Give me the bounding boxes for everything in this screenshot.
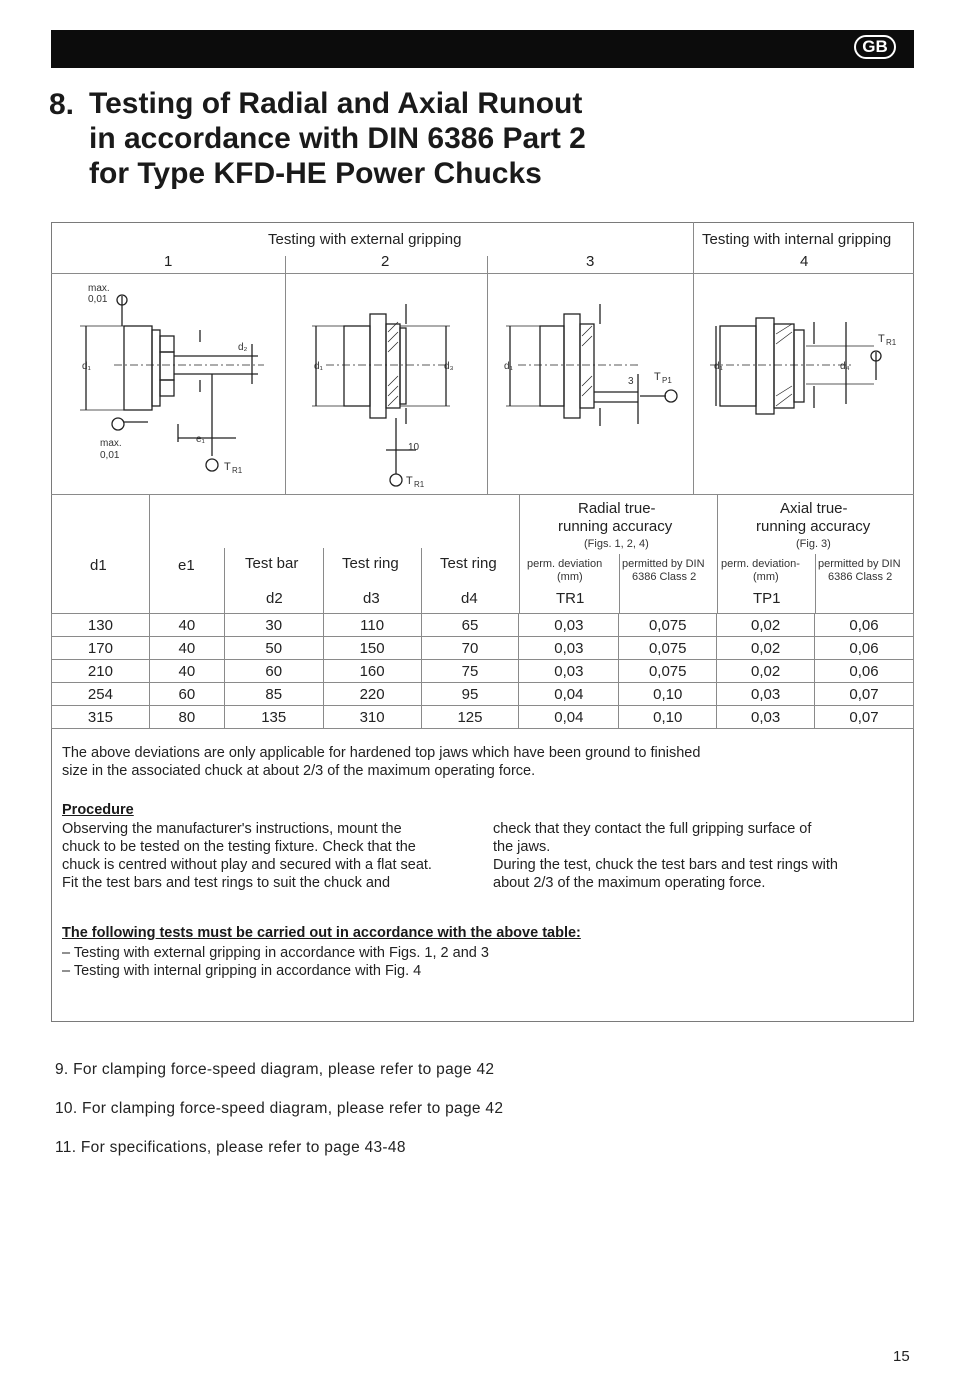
figure-1-diagram [52, 274, 285, 494]
table-cell: 0,03 [519, 660, 619, 683]
tests-list [62, 944, 489, 980]
table-cell: 0,02 [717, 637, 815, 660]
tests-item: – Testing with internal gripping in accordance with Fig. 4 [62, 963, 422, 979]
dimension-label: 3 [628, 376, 634, 387]
divider [51, 494, 914, 495]
figure-number: 1 [164, 253, 173, 270]
table-cell: 95 [421, 683, 519, 706]
procedure-line: chuck to be tested on the testing fixture. Check that the [62, 839, 416, 855]
table-cell: 315 [52, 706, 150, 729]
permitted-header: permitted by DIN [818, 558, 901, 570]
col-header-test-bar: Test bar [245, 555, 299, 572]
note-line: size in the associated chuck at about 2/3 of the maximum operating force. [62, 763, 536, 779]
perm-deviation-header: perm. deviation- [721, 558, 800, 570]
title-line: in accordance with DIN 6386 Part 2 [89, 122, 586, 155]
col-header-test-ring: Test ring [342, 555, 399, 572]
permitted-class: 6386 Class 2 [632, 571, 697, 583]
procedure-left-column [62, 820, 432, 892]
section-title [89, 86, 586, 191]
table-cell: 40 [149, 660, 224, 683]
table-row [52, 660, 914, 683]
d4-label: d₄ [840, 361, 850, 372]
divider [717, 494, 718, 614]
procedure-line: During the test, chuck the test bars and test rings with [493, 857, 838, 873]
internal-gripping-label: Testing with internal gripping [702, 231, 892, 248]
permitted-class: 6386 Class 2 [828, 571, 893, 583]
divider [323, 548, 324, 614]
tp1-subscript: P1 [662, 376, 672, 385]
max-value: 0,01 [88, 294, 108, 305]
table-cell: 310 [323, 706, 421, 729]
table-cell: 30 [224, 614, 323, 637]
max-label: max. [88, 283, 110, 294]
table-cell: 0,03 [717, 706, 815, 729]
dimension-label: 10 [408, 442, 420, 453]
table-cell: 210 [52, 660, 150, 683]
figure-4-diagram [694, 274, 913, 494]
col-header-d3: d3 [363, 590, 380, 607]
language-badge: GB [854, 35, 896, 59]
divider [815, 554, 816, 614]
col-header-test-ring: Test ring [440, 555, 497, 572]
table-cell: 85 [224, 683, 323, 706]
procedure-line: the jaws. [493, 839, 551, 855]
divider [519, 494, 520, 614]
table-cell: 0,03 [717, 683, 815, 706]
table-cell: 0,06 [815, 637, 914, 660]
table-cell: 135 [224, 706, 323, 729]
table-cell: 0,04 [519, 706, 619, 729]
e1-label: e₁ [196, 434, 205, 445]
axial-header: running accuracy [756, 518, 871, 535]
table-cell: 0,10 [619, 683, 717, 706]
table-cell: 70 [421, 637, 519, 660]
procedure-title: Procedure [62, 802, 134, 818]
procedure-line: check that they contact the full gripping surface of [493, 821, 812, 837]
d1-label: d₁ [314, 361, 323, 372]
perm-deviation-unit: (mm) [753, 571, 779, 583]
tr1-label: T [224, 461, 231, 473]
divider [693, 222, 694, 274]
table-cell: 0,10 [619, 706, 717, 729]
reference-item: 9. For clamping force-speed diagram, please refer to page 42 [55, 1061, 495, 1078]
axial-header: Axial true- [780, 500, 848, 517]
d1-label: d₁ [714, 361, 723, 372]
table-cell: 254 [52, 683, 150, 706]
max-value: 0,01 [100, 450, 120, 461]
figure-number: 2 [381, 253, 390, 270]
table-cell: 130 [52, 614, 150, 637]
radial-figs: (Figs. 1, 2, 4) [584, 538, 649, 550]
col-header-d4: d4 [461, 590, 478, 607]
table-cell: 40 [149, 637, 224, 660]
table-cell: 0,07 [815, 683, 914, 706]
col-header-tr1: TR1 [556, 590, 585, 607]
header-bar [51, 30, 914, 68]
divider [149, 494, 150, 614]
radial-header: Radial true- [578, 500, 656, 517]
procedure-line: Observing the manufacturer's instructions, mount the [62, 821, 402, 837]
table-cell: 65 [421, 614, 519, 637]
table-cell: 0,02 [717, 614, 815, 637]
table-cell: 0,04 [519, 683, 619, 706]
table-cell: 60 [224, 660, 323, 683]
divider [224, 548, 225, 614]
table-cell: 0,06 [815, 614, 914, 637]
col-header-d1: d1 [90, 557, 107, 574]
reference-item: 10. For clamping force-speed diagram, please refer to page 42 [55, 1100, 504, 1117]
external-gripping-label: Testing with external gripping [268, 231, 462, 248]
permitted-header: permitted by DIN [622, 558, 705, 570]
divider [421, 548, 422, 614]
figure-3-diagram [488, 274, 693, 494]
table-cell: 60 [149, 683, 224, 706]
table-cell: 80 [149, 706, 224, 729]
page-number: 15 [893, 1348, 910, 1365]
figure-2-diagram [286, 274, 487, 494]
procedure-right-column [493, 820, 838, 892]
table-cell: 50 [224, 637, 323, 660]
table-cell: 170 [52, 637, 150, 660]
table-cell: 40 [149, 614, 224, 637]
axial-figs: (Fig. 3) [796, 538, 831, 550]
table-cell: 75 [421, 660, 519, 683]
section-number: 8. [49, 88, 75, 121]
note-line: The above deviations are only applicable for hardened top jaws which have been ground to finished [62, 745, 701, 761]
procedure-line: chuck is centred without play and secured with a flat seat. [62, 857, 432, 873]
d1-label: d₁ [504, 361, 513, 372]
tr1-label: T [406, 475, 413, 487]
max-label: max. [100, 438, 122, 449]
table-row [52, 683, 914, 706]
table-cell: 220 [323, 683, 421, 706]
tests-item: – Testing with external gripping in accordance with Figs. 1, 2 and 3 [62, 945, 489, 961]
reference-item: 11. For specifications, please refer to page 43-48 [55, 1139, 406, 1156]
tr1-subscript: R1 [232, 466, 243, 475]
d2-label: d₂ [238, 342, 248, 353]
table-cell: 0,02 [717, 660, 815, 683]
tp1-label: T [654, 371, 661, 383]
procedure-line: Fit the test bars and test rings to suit the chuck and [62, 875, 391, 891]
table-cell: 0,075 [619, 637, 717, 660]
figure-number: 3 [586, 253, 595, 270]
runout-table [51, 613, 914, 729]
table-cell: 0,03 [519, 614, 619, 637]
table-row [52, 614, 914, 637]
table-cell: 160 [323, 660, 421, 683]
tr1-subscript: R1 [414, 480, 425, 489]
perm-deviation-unit: (mm) [557, 571, 583, 583]
title-line: Testing of Radial and Axial Runout [89, 87, 583, 120]
tr1-subscript: R1 [886, 338, 897, 347]
table-cell: 0,03 [519, 637, 619, 660]
table-cell: 0,07 [815, 706, 914, 729]
title-line: for Type KFD-HE Power Chucks [89, 157, 542, 190]
d3-label: d₃ [444, 361, 454, 372]
table-cell: 0,075 [619, 660, 717, 683]
table-cell: 0,075 [619, 614, 717, 637]
tests-title: The following tests must be carried out in accordance with the above table: [62, 925, 581, 941]
divider [619, 554, 620, 614]
radial-header: running accuracy [558, 518, 673, 535]
table-row [52, 637, 914, 660]
table-cell: 0,06 [815, 660, 914, 683]
table-cell: 110 [323, 614, 421, 637]
table-cell: 125 [421, 706, 519, 729]
table-row [52, 706, 914, 729]
figure-number: 4 [800, 253, 809, 270]
col-header-e1: e1 [178, 557, 195, 574]
table-cell: 150 [323, 637, 421, 660]
d1-label: d₁ [82, 361, 91, 372]
note-text [62, 744, 700, 780]
col-header-tp1: TP1 [753, 590, 781, 607]
col-header-d2: d2 [266, 590, 283, 607]
procedure-line: about 2/3 of the maximum operating force. [493, 875, 766, 891]
tr1-label: T [878, 333, 885, 345]
perm-deviation-header: perm. deviation [527, 558, 603, 570]
